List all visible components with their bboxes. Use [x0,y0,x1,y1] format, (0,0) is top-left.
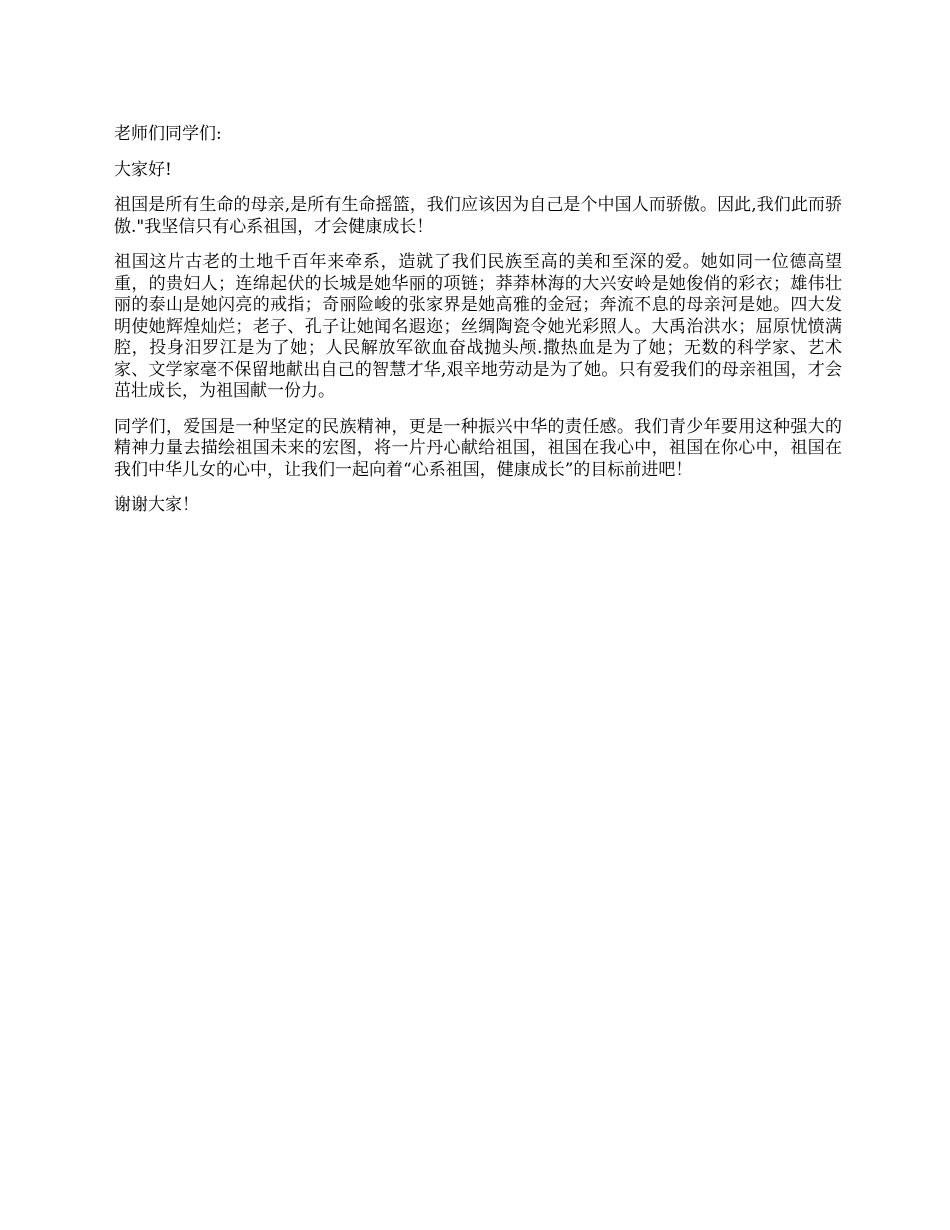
salutation: 老师们同学们: [114,124,222,144]
greeting: 大家好! [114,159,172,180]
paragraph-3: 同学们，爱国是一种坚定的民族精神，更是一种振兴中华的责任感。我们青少年要用这种强大的精神力量去描绘祖国未来的宏图，将一片丹心献给祖国，祖国在我心中，祖国在你心中，祖国在我们中华儿女的心中，让我们一起向着“心系祖国，健康成长”的目标前进吧！ [114,416,842,480]
paragraph-2: 祖国这片古老的土地千百年来牵系，造就了我们民族至高的美和至深的爱。她如同一位德高望重，的贵妇人；连绵起伏的长城是她华丽的项链；莽莽林海的大兴安岭是她俊俏的彩衣；雄伟壮丽的泰山是她闪亮的戒指；奇丽险峻的张家界是她高雅的金冠；奔流不息的母亲河是她。四大发明使她辉煌灿烂；老子、孔子让她闻名遐迩；丝绸陶瓷令她光彩照人。大禹治洪水；屈原忧愤满腔，投身汨罗江是为了她；人民解放军欲血奋战抛头颅.撒热血是为了她；无数的科学家、艺术家、文学家毫不保留地献出自己的智慧才华,艰辛地劳动是为了她。只有爱我们的母亲祖国，才会茁壮成长，为祖国献一份力。 [114,252,842,401]
document-page [114,124,842,531]
closing: 谢谢大家！ [114,495,199,515]
paragraph-1: 祖国是所有生命的母亲,是所有生命摇篮，我们应该因为自己是个中国人而骄傲。因此,我们此而骄傲."我坚信只有心系祖国，才会健康成长！ [114,195,842,237]
